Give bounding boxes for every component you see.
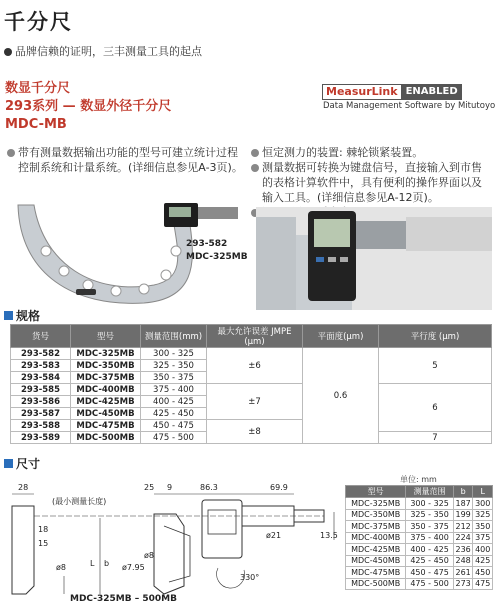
cell: 400 [473, 544, 493, 556]
spec-heading-text: 规格 [16, 309, 41, 323]
dims-heading-text: 尺寸 [16, 457, 41, 471]
feature-item: 测量数据可转换为键盘信号，直接输入到市售的表格计算软件中，具有便利的操作界面以及输入工具。(详细信息参见A-12页)。 [250, 160, 492, 205]
table-row [346, 532, 493, 544]
dim-label-phi8-a: ø8 [56, 563, 66, 572]
cell: MDC-375MB [346, 521, 406, 533]
cell-model: MDC-350MB [71, 360, 141, 372]
unit-label: 单位: mm [400, 475, 437, 484]
cell: 300 [473, 498, 493, 510]
dim-label-86-3: 86.3 [200, 483, 218, 492]
cell-range: 425 - 450 [141, 408, 207, 420]
cell: MDC-475MB [346, 567, 406, 579]
cell-range: 375 - 400 [141, 384, 207, 396]
cell: 325 - 350 [406, 509, 454, 521]
feature-item: 恒定测力的装置: 棘轮锁紧装置。 [250, 145, 492, 160]
cell: 425 [473, 555, 493, 567]
col-header: 平面度(μm) [303, 325, 379, 348]
dim-label-69-9: 69.9 [270, 483, 288, 492]
col-header: 型号 [71, 325, 141, 348]
spec-table [10, 324, 492, 444]
col-header: 平行度 (μm) [379, 325, 492, 348]
dimension-drawing [4, 466, 344, 606]
bullet-icon [4, 48, 12, 56]
cell-code: 293-586 [11, 396, 71, 408]
cell: 450 - 475 [406, 567, 454, 579]
cell: 224 [453, 532, 473, 544]
cell: 400 - 425 [406, 544, 454, 556]
cell-range: 325 - 350 [141, 360, 207, 372]
cell-range: 450 - 475 [141, 420, 207, 432]
product-line-3: MDC-MB [5, 117, 67, 132]
cell: 475 - 500 [406, 578, 454, 590]
cell-mpe: ±6 [207, 348, 303, 384]
cell: 350 - 375 [406, 521, 454, 533]
caption-code: 293-582 [186, 239, 228, 249]
cell: 450 [473, 567, 493, 579]
dim-label-25: 25 [144, 483, 155, 492]
cell: 261 [453, 567, 473, 579]
dims-caption: MDC-325MB – 500MB [70, 594, 177, 604]
page-title: 千分尺 [4, 10, 73, 34]
table-row [346, 578, 493, 590]
table-row [346, 521, 493, 533]
cell-code: 293-587 [11, 408, 71, 420]
dims-header-row [346, 486, 493, 498]
cell: 425 - 450 [406, 555, 454, 567]
cell: 375 [473, 532, 493, 544]
cell: 325 [473, 509, 493, 521]
cell-code: 293-585 [11, 384, 71, 396]
cell: 236 [453, 544, 473, 556]
badge-part2: ENABLED [402, 84, 462, 100]
dim-label-9: 9 [167, 483, 173, 492]
display-closeup-photo [256, 207, 492, 310]
cell-parallel: 6 [379, 384, 492, 432]
cell: 350 [473, 521, 493, 533]
cell-range: 350 - 375 [141, 372, 207, 384]
product-heading [5, 80, 171, 134]
cell-model: MDC-450MB [71, 408, 141, 420]
dims-table [345, 485, 493, 590]
cell-code: 293-582 [11, 348, 71, 360]
cell: 248 [453, 555, 473, 567]
cell-mpe: ±8 [207, 420, 303, 444]
cell-model: MDC-425MB [71, 396, 141, 408]
cell: 375 - 400 [406, 532, 454, 544]
cell-mpe: ±7 [207, 384, 303, 420]
badge-subtitle: Data Management Software by Mitutoyo [323, 101, 496, 111]
dim-label-phi8-b: ø8 [144, 551, 154, 560]
dim-label-28: 28 [18, 483, 29, 492]
cell: 300 - 325 [406, 498, 454, 510]
cell: 187 [453, 498, 473, 510]
dim-label-min-length: (最小测量长度) [52, 497, 107, 506]
cell-flatness: 0.6 [303, 348, 379, 444]
table-row [346, 498, 493, 510]
cell-model: MDC-475MB [71, 420, 141, 432]
features-left [6, 145, 246, 175]
cell: MDC-500MB [346, 578, 406, 590]
cell: MDC-400MB [346, 532, 406, 544]
dim-label-13-5: 13.5 [320, 531, 338, 540]
cell: 273 [453, 578, 473, 590]
cell-range: 475 - 500 [141, 432, 207, 444]
cell-code: 293-584 [11, 372, 71, 384]
cell-model: MDC-325MB [71, 348, 141, 360]
cell-model: MDC-400MB [71, 384, 141, 396]
cell: MDC-350MB [346, 509, 406, 521]
dim-label-angle: 330° [240, 573, 260, 582]
illustration-caption [186, 238, 248, 264]
cell-code: 293-588 [11, 420, 71, 432]
dim-label-phi7-95: ø7.95 [122, 563, 145, 572]
dim-label-b: b [104, 559, 110, 568]
cell: 199 [453, 509, 473, 521]
cell-model: MDC-375MB [71, 372, 141, 384]
caption-model: MDC-325MB [186, 252, 248, 262]
table-row [11, 384, 492, 396]
cell: 212 [453, 521, 473, 533]
cell: MDC-325MB [346, 498, 406, 510]
page-subtitle [4, 43, 202, 59]
section-marker-icon [4, 311, 13, 320]
cell: 475 [473, 578, 493, 590]
spec-header-row [11, 325, 492, 348]
spec-heading [4, 307, 40, 324]
dim-label-15: 15 [38, 539, 49, 548]
cell-range: 400 - 425 [141, 396, 207, 408]
dim-label-phi21: ø21 [266, 531, 282, 540]
dim-label-L: L [90, 559, 95, 568]
cell-range: 300 - 325 [141, 348, 207, 360]
dim-label-18: 18 [38, 525, 49, 534]
measurlink-badge [322, 84, 462, 100]
badge-part1: MeasurLink [322, 84, 402, 100]
col-header: 最大允许误差 JMPE (μm) [207, 325, 303, 348]
col-header: 型号 [346, 486, 406, 498]
product-line-1: 数显千分尺 [5, 81, 71, 96]
table-row [11, 348, 492, 360]
col-header: L [473, 486, 493, 498]
cell-parallel: 5 [379, 348, 492, 384]
col-header: 货号 [11, 325, 71, 348]
cell-code: 293-583 [11, 360, 71, 372]
subtitle-text: 品牌信赖的证明，三丰测量工具的起点 [15, 45, 202, 58]
table-row [346, 555, 493, 567]
col-header: 测量范围 [406, 486, 454, 498]
col-header: 测量范围(mm) [141, 325, 207, 348]
table-row [346, 509, 493, 521]
cell-model: MDC-500MB [71, 432, 141, 444]
table-row [346, 567, 493, 579]
col-header: b [453, 486, 473, 498]
feature-item: 带有测量数据输出功能的型号可建立统计过程控制系统和计量系统。(详细信息参见A-3页)。 [6, 145, 246, 175]
cell-code: 293-589 [11, 432, 71, 444]
product-line-2: 293系列 — 数显外径千分尺 [5, 99, 172, 114]
cell-parallel: 7 [379, 432, 492, 444]
cell: MDC-425MB [346, 544, 406, 556]
table-row [346, 544, 493, 556]
cell: MDC-450MB [346, 555, 406, 567]
